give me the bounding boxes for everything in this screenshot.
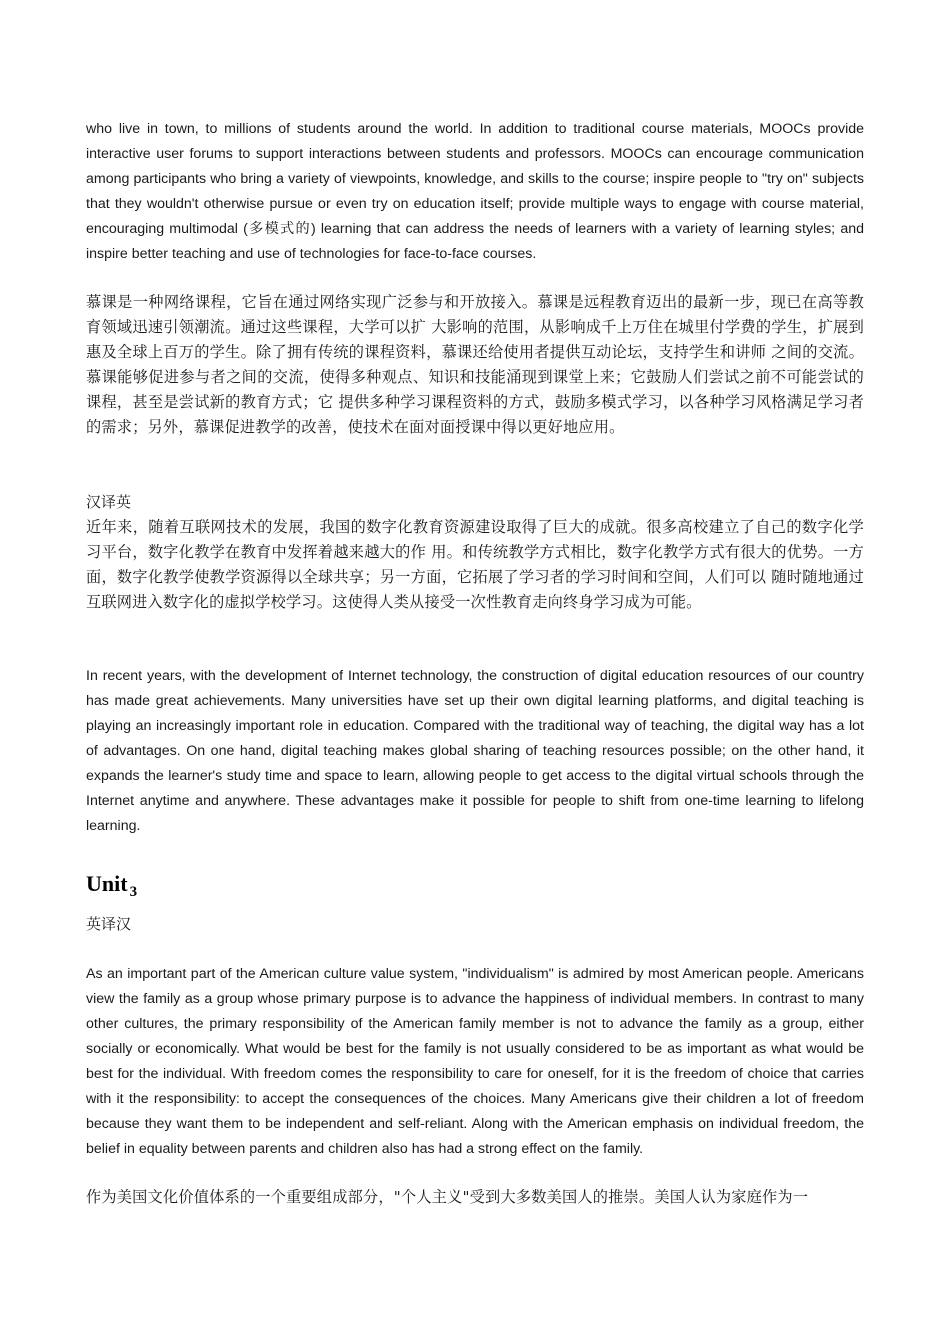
- unit3-english-paragraph: [86, 962, 864, 1162]
- section1-chinese-paragraph: [86, 290, 864, 440]
- unit-heading: [86, 870, 864, 901]
- paragraph-text: who live in town, to millions of students around the world. In addition to traditional course materials, MOOCs provide interactive user forums to support interactions between students and professors. MOOCs can encourage communication among participants who bring a variety of viewpoints, knowledge, and skills to the course; inspire people to "try on" subjects that they wouldn't otherwise pursue or even try on education itself; provide multiple ways to engage with course material, encouraging multimodal (多模式的) learning that can address the needs of learners with a variety of learning styles; and inspire better teaching and use of technologies for face-to-face courses.: [86, 121, 864, 262]
- unit3-chinese-paragraph: [86, 1185, 864, 1210]
- unit-title: [86, 870, 864, 901]
- section2-chinese-paragraph: [86, 515, 864, 615]
- section-label: 英译汉: [86, 915, 132, 933]
- paragraph-text: 作为美国文化价值体系的一个重要组成部分，"个人主义"受到大多数美国人的推崇。美国人认为家庭作为一: [86, 1188, 809, 1206]
- unit3-label: [86, 912, 864, 937]
- section1-english-paragraph: [86, 117, 864, 267]
- paragraph-text: In recent years, with the development of Internet technology, the construction of digital education resources of our country has made great achievements. Many universities have set up their own digital learning platforms, and digital teaching is playing an increasingly important role in education. Compared with the traditional way of teaching, the digital way has a lot of advantages. On one hand, digital teaching makes global sharing of teaching resources possible; on the other hand, it expands the learner's study time and space to learn, allowing people to get access to the digital virtual schools through the Internet anytime and anywhere. These advantages make it possible for people to shift from one-time learning to lifelong learning.: [86, 668, 864, 834]
- unit-number: 3: [129, 884, 138, 900]
- paragraph-text: As an important part of the American culture value system, "individualism" is admired by most American people. Americans view the family as a group whose primary purpose is to advance the happiness of individual members. In contrast to many other cultures, the primary responsibility of the American family member is not to advance the family as a group, either socially or economically. What would be best for the family is not usually considered to be as important as what would be best for the individual. With freedom comes the responsibility to care for oneself, for it is the freedom of choice that carries with it the responsibility: to accept the consequences of the choices. Many Americans give their children a lot of freedom because they want them to be independent and self-reliant. Along with the American emphasis on individual freedom, the belief in equality between parents and children also has had a strong effect on the family.: [86, 966, 864, 1157]
- paragraph-text: 近年来，随着互联网技术的发展，我国的数字化教育资源建设取得了巨大的成就。很多高校建立了自己的数字化学习平台，数字化教学在教育中发挥着越来越大的作 用。和传统教学方式相比，数字化教学方式有很大的优势。一方面，数字化教学使教学资源得以全球共享；另一方面，它拓展了学习者的学习时间和空间，人们可以 随时随地通过互联网进入数字化的虚拟学校学习。这使得人类从接受一次性教育走向终身学习成为可能。: [86, 518, 864, 611]
- section2-english-paragraph: [86, 664, 864, 839]
- unit-word: Unit: [86, 871, 128, 896]
- paragraph-text: 慕课是一种网络课程，它旨在通过网络实现广泛参与和开放接入。慕课是远程教育迈出的最新一步，现已在高等教育领域迅速引领潮流。通过这些课程，大学可以扩 大影响的范围，从影响成千上万住在城里付学费的学生，扩展到惠及全球上百万的学生。除了拥有传统的课程资料，慕课还给使用者提供互动论坛，支持学生和讲师 之间的交流。慕课能够促进参与者之间的交流，使得多种观点、知识和技能涌现到课堂上来；它鼓励人们尝试之前不可能尝试的课程，甚至是尝试新的教育方式；它 提供多种学习课程资料的方式，鼓励多模式学习，以各种学习风格满足学习者的需求；另外，慕课促进教学的改善，使技术在面对面授课中得以更好地应用。: [86, 293, 864, 436]
- section2-label: [86, 490, 864, 515]
- section-label: 汉译英: [86, 493, 132, 511]
